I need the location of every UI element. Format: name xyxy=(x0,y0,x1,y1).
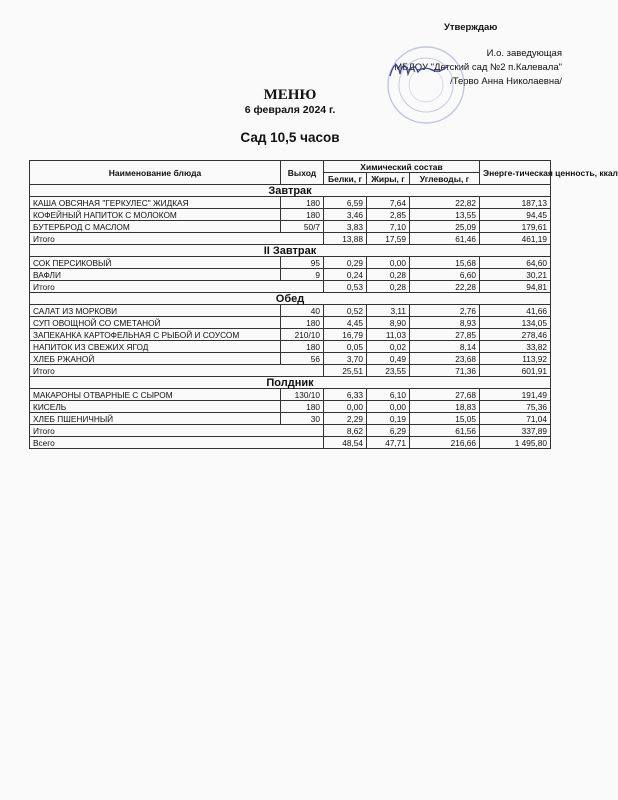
total-fat: 6,29 xyxy=(367,425,410,437)
total-fat: 0,28 xyxy=(367,281,410,293)
dish-portion: 95 xyxy=(281,257,324,269)
col-portion-header: Выход xyxy=(281,161,324,185)
dish-carbs: 25,09 xyxy=(410,221,480,233)
total-label: Итого xyxy=(30,365,324,377)
table-row xyxy=(30,413,551,425)
dish-energy: 75,36 xyxy=(480,401,551,413)
dish-name: КОФЕЙНЫЙ НАПИТОК С МОЛОКОМ xyxy=(30,209,281,221)
dish-portion: 30 xyxy=(281,413,324,425)
dish-protein: 0,24 xyxy=(324,269,367,281)
dish-protein: 6,59 xyxy=(324,197,367,209)
dish-carbs: 23,68 xyxy=(410,353,480,365)
dish-protein: 3,46 xyxy=(324,209,367,221)
dish-energy: 187,13 xyxy=(480,197,551,209)
total-energy: 94,81 xyxy=(480,281,551,293)
dish-name: ВАФЛИ xyxy=(30,269,281,281)
dish-portion: 210/10 xyxy=(281,329,324,341)
dish-energy: 113,92 xyxy=(480,353,551,365)
approver-name: /Терво Анна Николаевна/ xyxy=(450,76,562,87)
total-fat: 17,59 xyxy=(367,233,410,245)
dish-carbs: 6,60 xyxy=(410,269,480,281)
table-row xyxy=(30,401,551,413)
dish-portion: 50/7 xyxy=(281,221,324,233)
col-protein-header: Белки, г xyxy=(324,173,367,185)
dish-portion: 40 xyxy=(281,305,324,317)
total-energy: 461,19 xyxy=(480,233,551,245)
col-dish-header: Наименование блюда xyxy=(30,161,281,185)
dish-carbs: 27,85 xyxy=(410,329,480,341)
dish-carbs: 15,68 xyxy=(410,257,480,269)
table-row xyxy=(30,209,551,221)
section-header-row xyxy=(30,245,551,257)
approver-position: И.о. заведующая xyxy=(486,48,562,59)
dish-name: КАША ОВСЯНАЯ "ГЕРКУЛЕС" ЖИДКАЯ xyxy=(30,197,281,209)
total-carbs: 71,36 xyxy=(410,365,480,377)
section-title: Завтрак xyxy=(30,185,551,197)
dish-fat: 6,10 xyxy=(367,389,410,401)
total-row xyxy=(30,425,551,437)
dish-fat: 0,19 xyxy=(367,413,410,425)
dish-portion: 180 xyxy=(281,317,324,329)
table-row xyxy=(30,221,551,233)
grand-total-energy: 1 495,80 xyxy=(480,437,551,449)
total-protein: 25,51 xyxy=(324,365,367,377)
col-carbs-header: Углеводы, г xyxy=(410,173,480,185)
dish-protein: 0,29 xyxy=(324,257,367,269)
dish-protein: 4,45 xyxy=(324,317,367,329)
table-row xyxy=(30,329,551,341)
total-carbs: 61,56 xyxy=(410,425,480,437)
col-fat-header: Жиры, г xyxy=(367,173,410,185)
signature-icon xyxy=(388,58,450,80)
total-protein: 0,53 xyxy=(324,281,367,293)
total-energy: 337,89 xyxy=(480,425,551,437)
dish-portion: 180 xyxy=(281,401,324,413)
dish-fat: 0,49 xyxy=(367,353,410,365)
dish-fat: 0,00 xyxy=(367,401,410,413)
total-label: Итого xyxy=(30,281,324,293)
grand-total-protein: 48,54 xyxy=(324,437,367,449)
grand-total-label: Всего xyxy=(30,437,324,449)
total-row xyxy=(30,281,551,293)
total-label: Итого xyxy=(30,425,324,437)
dish-carbs: 8,93 xyxy=(410,317,480,329)
dish-carbs: 8,14 xyxy=(410,341,480,353)
dish-energy: 64,60 xyxy=(480,257,551,269)
dish-name: ХЛЕБ РЖАНОЙ xyxy=(30,353,281,365)
dish-name: САЛАТ ИЗ МОРКОВИ xyxy=(30,305,281,317)
dish-carbs: 27,68 xyxy=(410,389,480,401)
total-protein: 8,62 xyxy=(324,425,367,437)
dish-fat: 0,00 xyxy=(367,257,410,269)
dish-name: СОК ПЕРСИКОВЫЙ xyxy=(30,257,281,269)
table-row xyxy=(30,305,551,317)
dish-energy: 71,04 xyxy=(480,413,551,425)
section-title: Обед xyxy=(30,293,551,305)
dish-name: СУП ОВОЩНОЙ СО СМЕТАНОЙ xyxy=(30,317,281,329)
dish-carbs: 18,83 xyxy=(410,401,480,413)
section-header-row xyxy=(30,293,551,305)
table-row xyxy=(30,269,551,281)
table-row xyxy=(30,341,551,353)
dish-name: МАКАРОНЫ ОТВАРНЫЕ С СЫРОМ xyxy=(30,389,281,401)
table-row xyxy=(30,317,551,329)
dish-protein: 0,52 xyxy=(324,305,367,317)
dish-carbs: 22,82 xyxy=(410,197,480,209)
dish-energy: 179,61 xyxy=(480,221,551,233)
table-row xyxy=(30,257,551,269)
total-protein: 13,88 xyxy=(324,233,367,245)
dish-energy: 278,46 xyxy=(480,329,551,341)
dish-energy: 33,82 xyxy=(480,341,551,353)
table-row xyxy=(30,389,551,401)
dish-portion: 9 xyxy=(281,269,324,281)
dish-name: ЗАПЕКАНКА КАРТОФЕЛЬНАЯ С РЫБОЙ И СОУСОМ xyxy=(30,329,281,341)
table-row xyxy=(30,197,551,209)
grand-total-carbs: 216,66 xyxy=(410,437,480,449)
dish-protein: 3,70 xyxy=(324,353,367,365)
table-row xyxy=(30,353,551,365)
dish-fat: 3,11 xyxy=(367,305,410,317)
dish-fat: 0,02 xyxy=(367,341,410,353)
total-carbs: 22,28 xyxy=(410,281,480,293)
dish-protein: 16,79 xyxy=(324,329,367,341)
grand-total-fat: 47,71 xyxy=(367,437,410,449)
dish-name: КИСЕЛЬ xyxy=(30,401,281,413)
dish-protein: 0,05 xyxy=(324,341,367,353)
approver-org: МБДОУ "Детский сад №2 п.Калевала" xyxy=(394,62,562,73)
dish-portion: 180 xyxy=(281,197,324,209)
col-energy-header: Энерге-тическая ценность, ккал xyxy=(480,161,551,185)
dish-energy: 94,45 xyxy=(480,209,551,221)
grand-total-row xyxy=(30,437,551,449)
menu-title: МЕНЮ xyxy=(263,87,317,103)
dish-portion: 180 xyxy=(281,209,324,221)
dish-name: ХЛЕБ ПШЕНИЧНЫЙ xyxy=(30,413,281,425)
dish-protein: 2,29 xyxy=(324,413,367,425)
menu-subtitle: Сад 10,5 часов xyxy=(240,130,340,145)
menu-table-body xyxy=(30,185,551,449)
dish-portion: 180 xyxy=(281,341,324,353)
total-row xyxy=(30,365,551,377)
dish-protein: 3,83 xyxy=(324,221,367,233)
total-row xyxy=(30,233,551,245)
section-title: Полдник xyxy=(30,377,551,389)
dish-fat: 0,28 xyxy=(367,269,410,281)
total-fat: 23,55 xyxy=(367,365,410,377)
dish-fat: 11,03 xyxy=(367,329,410,341)
dish-fat: 2,85 xyxy=(367,209,410,221)
section-header-row xyxy=(30,185,551,197)
dish-fat: 7,64 xyxy=(367,197,410,209)
dish-portion: 130/10 xyxy=(281,389,324,401)
dish-energy: 191,49 xyxy=(480,389,551,401)
dish-fat: 8,90 xyxy=(367,317,410,329)
dish-carbs: 15,05 xyxy=(410,413,480,425)
dish-carbs: 13,55 xyxy=(410,209,480,221)
total-energy: 601,91 xyxy=(480,365,551,377)
stamp-seal-icon xyxy=(385,44,467,126)
menu-table xyxy=(29,160,618,449)
dish-portion: 56 xyxy=(281,353,324,365)
dish-energy: 41,66 xyxy=(480,305,551,317)
total-label: Итого xyxy=(30,233,324,245)
dish-name: НАПИТОК ИЗ СВЕЖИХ ЯГОД xyxy=(30,341,281,353)
approval-label: Утверждаю xyxy=(444,22,498,33)
section-header-row xyxy=(30,377,551,389)
dish-protein: 0,00 xyxy=(324,401,367,413)
dish-fat: 7,10 xyxy=(367,221,410,233)
menu-date: 6 февраля 2024 г. xyxy=(244,104,336,116)
dish-name: БУТЕРБРОД С МАСЛОМ xyxy=(30,221,281,233)
section-title: II Завтрак xyxy=(30,245,551,257)
dish-protein: 6,33 xyxy=(324,389,367,401)
dish-energy: 30,21 xyxy=(480,269,551,281)
col-chem-header: Химический состав xyxy=(324,161,480,173)
dish-carbs: 2,76 xyxy=(410,305,480,317)
total-carbs: 61,46 xyxy=(410,233,480,245)
dish-energy: 134,05 xyxy=(480,317,551,329)
